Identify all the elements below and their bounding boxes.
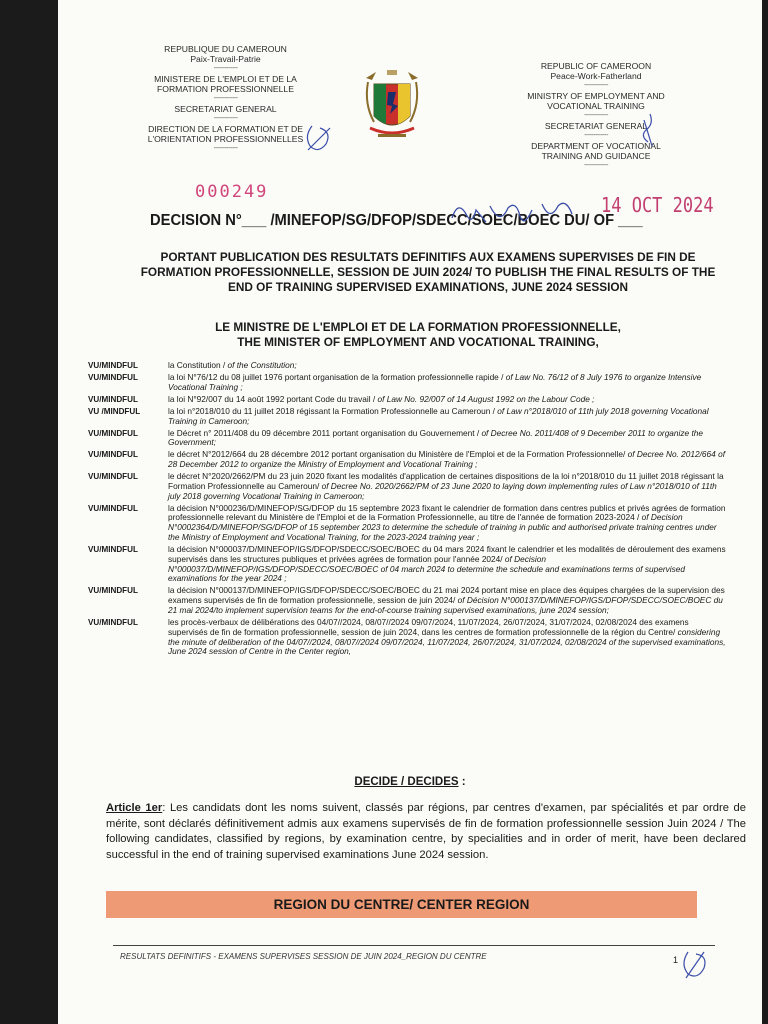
clause-en: of Law n°2018/010 of 11th july 2018 governing Vocational Training in Cameroon;	[168, 405, 709, 426]
header-right-motto: Peace-Work-Fatherland	[550, 71, 642, 81]
clause-fr: la loi N°92/007 du 14 août 1992 portant Code du travail /	[168, 393, 378, 404]
clause-en: of Decision N°000037/D/MINEFOP/IGS/DFOP/SDECC/SOEC/BOEC of 04 march 2024 to determine the schedule and examinations terms of supervised examinations for the year 2024 ;	[168, 553, 686, 584]
coat-of-arms-icon	[360, 64, 424, 144]
document-page	[58, 0, 762, 1024]
header-left-country: REPUBLIQUE DU CAMEROUN	[164, 44, 287, 54]
header-right-department-2: TRAINING AND GUIDANCE	[541, 151, 651, 161]
clause-en: of Decision N°0002364/D/MINEFOP/SG/DFOP of 15 september 2023 to determine the schedule of training in public and authorised private training centres under the Ministry of Employment and Vocational Training, for the 2023-2024 training year ;	[168, 512, 717, 543]
title-line: FORMATION PROFESSIONNELLE, SESSION DE JUIN 2024/ TO PUBLISH THE FINAL RESULTS OF THE	[140, 265, 716, 279]
mindful-clause	[88, 407, 728, 427]
page-number: 1	[673, 955, 679, 965]
separator: -------------	[213, 95, 238, 102]
mindful-clauses	[88, 361, 728, 659]
clause-label: VU/MINDFUL	[88, 428, 138, 438]
clause-text	[168, 361, 728, 371]
clause-label: VU/MINDFUL	[88, 472, 138, 482]
header-left	[118, 44, 333, 154]
header-right-secretariat: SECRETARIAT GENERAL	[544, 121, 648, 131]
region-banner: REGION DU CENTRE/ CENTER REGION	[106, 891, 697, 918]
separator: -------------	[584, 112, 608, 119]
clause-label: VU /MINDFUL	[88, 406, 141, 416]
clause-fr: la Constitution /	[168, 360, 228, 370]
clause-label: VU/MINDFUL	[88, 450, 138, 460]
clause-fr: la décision N°000037/D/MINEFOP/IGS/DFOP/SDECC/SOEC/BOEC du 04 mars 2024 fixant le calendrier et les modalités de déroulement des examens supervisés dans les structures publiques et privées agrées de formation pour l'année 2024/	[168, 544, 726, 564]
separator: -------------	[213, 115, 238, 122]
page-footer: RESULTATS DEFINITIFS - EXAMENS SUPERVISES SESSION DE JUIN 2024_REGION DU CENTRE	[120, 952, 487, 961]
clause-en: considering the minute of deliberation of the 04/07//2024, 08/07//2024 09/07/2024, 11/07/2024, 26/07/2024, 31/07/2024, 02/08/2024 of the supervised examinations, June 2024 session of Centre in the Center region,	[168, 626, 726, 657]
clause-en: of Law No. 92/007 of 14 August 1992 on the Labour Code ;	[377, 393, 595, 404]
clause-en: of Decree No. 2011/408 of 9 December 2011 to organize the Government;	[168, 427, 703, 448]
clause-text	[168, 373, 728, 393]
clause-text	[168, 586, 728, 615]
clause-fr: la décision N°000137/D/MINEFOP/IGS/DFOP/SDECC/SOEC/BOEC du 21 mai 2024 portant mise en place des équipes chargées de la supervision des examens supervisés de fin de formation professionnelle, session de juin 2024/	[168, 585, 725, 606]
footer-divider	[113, 945, 715, 946]
separator: -------------	[584, 162, 608, 169]
clause-fr: le décret N°2012/664 du 28 décembre 2012 portant organisation du Ministère de l'Emploi et de la Formation Professionnelle/	[168, 449, 628, 460]
clause-text	[168, 504, 728, 543]
header-left-direction-2: L'ORIENTATION PROFESSIONNELLES	[147, 134, 304, 144]
header-right-ministry-2: VOCATIONAL TRAINING	[547, 101, 645, 111]
clause-text	[168, 618, 728, 657]
clause-fr: la décision N°000236/D/MINEFOP/SG/DFOP du 15 septembre 2023 fixant le calendrier de formation dans centres publics et privés agrées de formation professionnelle relevant du Ministère de l'Emploi et de la Formation Professionnelle, au titre de l'année de formation 2023-2024 /	[168, 502, 726, 523]
article-1	[106, 801, 746, 863]
mindful-clause	[88, 586, 728, 615]
mindful-clause	[88, 545, 728, 584]
registration-number-stamp: 000249	[195, 182, 269, 202]
header-left-motto: Paix-Travail-Patrie	[190, 54, 261, 64]
mindful-clause	[88, 373, 728, 393]
clause-text	[168, 545, 728, 584]
minister-heading	[138, 320, 698, 350]
clause-label: VU/MINDFUL	[88, 361, 138, 370]
separator: -------------	[584, 82, 608, 89]
header-left-ministry-2: FORMATION PROFESSIONNELLE	[157, 84, 294, 94]
title-line: END OF TRAINING SUPERVISED EXAMINATIONS, JUNE 2024 SESSION	[227, 280, 629, 294]
mindful-clause	[88, 395, 728, 405]
clause-label: VU/MINDFUL	[88, 503, 138, 513]
minister-line: LE MINISTRE DE L'EMPLOI ET DE LA FORMATION PROFESSIONNELLE,	[215, 320, 621, 334]
date-stamp: 14 OCT 2024	[601, 193, 714, 217]
separator: -------------	[213, 65, 238, 72]
clause-label: VU/MINDFUL	[88, 586, 138, 596]
decide-heading: DECIDE / DECIDES :	[354, 776, 466, 788]
clause-label: VU/MINDFUL	[88, 372, 138, 382]
clause-text	[168, 395, 728, 405]
header-left-direction: DIRECTION DE LA FORMATION ET DE	[148, 124, 303, 134]
separator: -------------	[584, 132, 608, 139]
mindful-clause	[88, 450, 728, 470]
minister-line: THE MINISTER OF EMPLOYMENT AND VOCATIONAL TRAINING,	[237, 335, 599, 349]
clause-text	[168, 472, 728, 501]
clause-label: VU/MINDFUL	[88, 394, 138, 404]
handwritten-initial-icon	[678, 948, 710, 982]
handwritten-initial-icon	[636, 112, 660, 148]
clause-fr: la loi N°76/12 du 08 juillet 1976 portant organisation de la formation professionnelle rapide /	[168, 371, 506, 382]
clause-label: VU/MINDFUL	[88, 545, 138, 555]
separator: -------------	[213, 145, 238, 152]
mindful-clause	[88, 504, 728, 543]
clause-fr: le Décret n° 2011/408 du 09 décembre 2011 portant organisation du Gouvernement /	[168, 427, 482, 438]
clause-text	[168, 407, 728, 427]
clause-fr: les procès-verbaux de délibérations des 04/07//2024, 08/07//2024 09/07/2024, 11/07/2024, 26/07/2024, 31/07/2024, 02/08/2024 des examens supervisés de fin de formation professionnelle, session de juin 2024, dans les centres de formation professionnelle de la région du Centre/	[168, 617, 689, 637]
header-right	[496, 61, 696, 171]
title-line: PORTANT PUBLICATION DES RESULTATS DEFINITIFS AUX EXAMENS SUPERVISES DE FIN DE	[160, 250, 696, 264]
clause-en: of Law No. 76/12 of 8 July 1976 to organize Intensive Vocational Training ;	[168, 371, 702, 392]
header-right-ministry: MINISTRY OF EMPLOYMENT AND	[527, 91, 665, 101]
clause-en: of Décision N°000137/D/MINEFOP/IGS/DFOP/SDECC/SOEC/BOEC du 21 mai 2024/to implement supervision teams for the end-of-course training supervised examinations, june 2024 session;	[168, 595, 723, 616]
clause-en: of Decree No. 2020/2662/PM of 23 June 2020 to laying down implementing rules of Law n°2018/010 of 11th july 2018 governing Vocational Training in Cameroon;	[168, 480, 717, 501]
header-right-department: DEPARTMENT OF VOCATIONAL	[531, 141, 661, 151]
mindful-clause	[88, 429, 728, 449]
mindful-clause	[88, 361, 728, 371]
header-right-country: REPUBLIC OF CAMEROON	[540, 61, 652, 71]
decision-number: DECISION N°___ /MINEFOP/SG/DFOP/SDECC/SOEC/BOEC DU/ OF ___	[150, 212, 643, 229]
article-label: Article 1er	[106, 802, 163, 814]
clause-label: VU/MINDFUL	[88, 618, 138, 627]
mindful-clause	[88, 618, 728, 657]
clause-en: of the Constitution;	[227, 360, 297, 370]
article-text: : Les candidats dont les noms suivent, classés par régions, par centres d'examen, par spécialités et par ordre de mérite, sont déclarés définitivement admis aux examens supervisés de fin de formation professionnelle session Juin 2024 / The following candidates, classified by regions, by examination centre, by specialities and in order of merit, have been declared successful in the end of training supervised examinations June 2024 session.	[106, 802, 746, 861]
header-left-ministry: MINISTERE DE L'EMPLOI ET DE LA	[154, 74, 297, 84]
clause-en: of Decree No. 2012/664 of 28 December 2012 to organize the Ministry of Employment and Vocational Training ;	[168, 449, 725, 470]
decide-label: DECIDE / DECIDES	[354, 776, 459, 788]
handwritten-initial-icon	[302, 122, 336, 158]
clause-text	[168, 429, 728, 449]
header-left-secretariat: SECRETARIAT GENERAL	[174, 104, 277, 114]
decision-title	[108, 250, 748, 295]
clause-fr: la loi n°2018/010 du 11 juillet 2018 régissant la Formation Professionnelle au Cameroun /	[168, 405, 498, 416]
mindful-clause	[88, 472, 728, 501]
clause-fr: le décret N°2020/2662/PM du 23 juin 2020 fixant les modalités d'application de certaines dispositions de la loi n°2018/010 du 11 juillet 2018 régissant la Formation Professionnelle au Cameroun/	[168, 471, 724, 491]
clause-text	[168, 450, 728, 470]
handwritten-signature-icon	[446, 196, 586, 230]
